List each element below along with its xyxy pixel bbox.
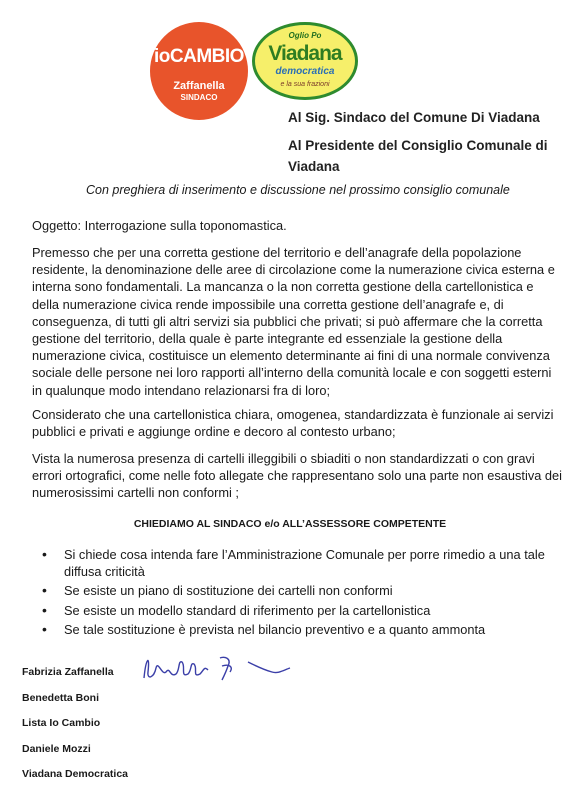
paragraph-considerato: Considerato che una cartellonistica chiara, omogenea, standardizzata è funzionale ai servizi pubblici e privati e aggiunge ordine e decoro al contesto urbano; — [32, 407, 554, 440]
bullet-icon: • — [42, 546, 47, 562]
handwritten-signature — [140, 648, 300, 693]
iocambio-logo-candidate: Zaffanella — [173, 80, 225, 92]
bullet-icon: • — [42, 582, 47, 599]
viadana-democratica-logo — [252, 22, 358, 100]
intro-note: Con preghiera di inserimento e discussione nel prossimo consiglio comunale — [86, 183, 510, 197]
list-item — [40, 546, 560, 580]
request-text: Si chiede cosa intenda fare l’Amministrazione Comunale per porre rimedio a una tale diffusa criticità — [64, 547, 545, 580]
signatory-name: Lista Io Cambio — [22, 717, 101, 729]
viadana-logo-name: Viadana — [268, 42, 342, 65]
iocambio-logo-role: SINDACO — [180, 93, 218, 102]
paragraph-premesso: Premesso che per una corretta gestione del territorio e dell’anagrafe della popolazione residente, la denominazione delle aree di circolazione come la numerazione civica esterna e interna sono fondamentali. La mancanza o la non corretta gestione della cartellonistica e della numerazione civica rende impossibile una corretta gestione dell’anagrafe e, di conseguenza, di tutti gli altri servizi sia pubblici che privati; si può affermare che la corretta gestione del territorio, della quale è parte integrante ed essenziale la gestione della numerazione civica, costituisce un elemento determinante ai fini di una normale convivenza sociale delle persone nei loro rapporti all’interno della comunità locale e con soggetti esterni in qualunque modo intendano relazionarsi fra di loro; — [32, 245, 555, 398]
recipient-council-president: Al Presidente del Consiglio Comunale di Viadana — [288, 138, 548, 174]
viadana-logo-top: Oglio Po — [288, 31, 322, 40]
list-item — [40, 602, 560, 619]
request-text: Se esiste un piano di sostituzione dei cartelli non conformi — [64, 583, 393, 599]
list-item — [40, 582, 560, 599]
viadana-logo-sub: democratica — [275, 66, 335, 77]
iocambio-logo — [150, 22, 248, 120]
request-text: Se esiste un modello standard di riferimento per la cartellonistica — [64, 602, 431, 618]
request-text: Se tale sostituzione è prevista nel bilancio preventivo e a quanto ammonta — [64, 621, 486, 637]
signatory-name: Fabrizia Zaffanella — [22, 666, 114, 678]
signatory-name: Viadana Democratica — [22, 768, 129, 780]
requests-list — [40, 546, 560, 640]
iocambio-logo-name: ioCAMBIO — [154, 46, 244, 67]
bullet-icon: • — [42, 620, 47, 637]
bullet-icon: • — [42, 601, 47, 618]
paragraph-vista: Vista la numerosa presenza di cartelli illeggibili o sbiaditi o non standardizzati o con gravi errori ortografici, come nelle foto allegate che rappresentano solo una parte non esaustiva dei numerosissimi cartelli non conformi ; — [32, 451, 562, 501]
signatory-name: Benedetta Boni — [22, 692, 100, 704]
list-item — [40, 621, 560, 638]
subject-line: Oggetto: Interrogazione sulla toponomastica. — [32, 218, 287, 233]
viadana-logo-motto: e la sua frazioni — [280, 81, 330, 88]
demand-heading: CHIEDIAMO AL SINDACO e/o ALL’ASSESSORE COMPETENTE — [133, 518, 447, 530]
recipient-mayor: Al Sig. Sindaco del Comune Di Viadana — [288, 110, 540, 125]
signatory-name: Daniele Mozzi — [22, 743, 91, 755]
